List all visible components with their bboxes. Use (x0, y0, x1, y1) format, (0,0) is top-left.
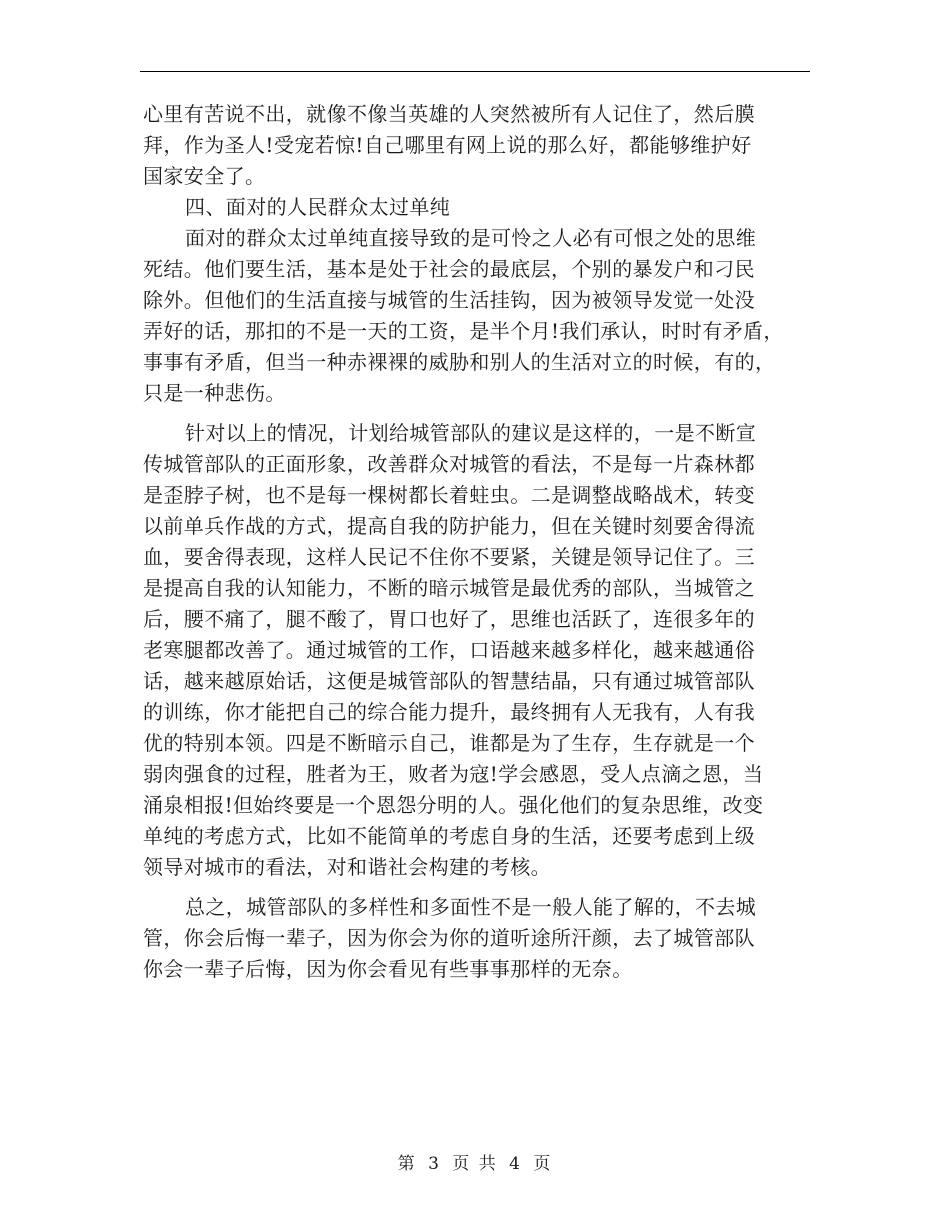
body-text (143, 99, 808, 985)
text-line: 老寒腿都改善了。通过城管的工作，口语越来越多样化，越来越通俗 (143, 638, 755, 662)
text-line: 事事有矛盾，但当一种赤裸裸的威胁和别人的生活对立的时候，有的， (143, 350, 776, 374)
text-line: 管，你会后悔一辈子，因为你会为你的道听途所汗颜，去了城管部队 (143, 926, 755, 950)
text-line: 死结。他们要生活，基本是处于社会的最底层，个别的暴发户和刁民 (143, 257, 755, 281)
text-line: 优的特别本领。四是不断暗示自己，谁都是为了生存，生存就是一个 (143, 731, 755, 755)
text-line: 的训练，你才能把自己的综合能力提升，最终拥有人无我有，人有我 (143, 700, 755, 724)
section-heading: 四、面对的人民群众太过单纯 (185, 195, 451, 219)
text-line: 只是一种悲伤。 (143, 381, 286, 405)
text-line: 心里有苦说不出，就像不像当英雄的人突然被所有人记住了，然后膜 (143, 102, 755, 126)
text-line: 弄好的话，那扣的不是一天的工资，是半个月!我们承认，时时有矛盾， (143, 319, 784, 343)
text-line: 传城管部队的正面形象，改善群众对城管的看法，不是每一片森林都 (143, 452, 755, 476)
paragraph-gap (143, 409, 808, 418)
text-line: 弱肉强食的过程，胜者为王，败者为寇!学会感恩，受人点滴之恩，当 (143, 762, 764, 786)
page-footer (0, 1152, 950, 1176)
paragraph-gap (143, 883, 808, 892)
text-line: 是歪脖子树，也不是每一棵树都长着蛀虫。二是调整战略战术，转变 (143, 483, 755, 507)
text-line: 涌泉相报!但始终要是一个恩怨分明的人。强化他们的复杂思维，改变 (143, 793, 764, 817)
text-line: 话，越来越原始话，这便是城管部队的智慧结晶，只有通过城管部队 (143, 669, 755, 693)
text-line: 面对的群众太过单纯直接导致的是可怜之人必有可恨之处的思维 (185, 226, 757, 250)
text-line: 领导对城市的看法，对和谐社会构建的考核。 (143, 855, 551, 879)
current-page-number: 3 (428, 1154, 441, 1174)
text-line: 单纯的考虑方式，比如不能简单的考虑自身的生活，还要考虑到上级 (143, 824, 755, 848)
text-line: 针对以上的情况，计划给城管部队的建议是这样的，一是不断宣 (185, 421, 757, 445)
text-line: 你会一辈子后悔，因为你会看见有些事事那样的无奈。 (143, 957, 633, 981)
text-line: 后，腰不痛了，腿不酸了，胃口也好了，思维也活跃了，连很多年的 (143, 607, 755, 631)
text-line: 血，要舍得表现，这样人民记不住你不要紧，关键是领导记住了。三 (143, 545, 755, 569)
footer-suffix: 页 (533, 1154, 553, 1174)
text-line: 总之，城管部队的多样性和多面性不是一般人能了解的，不去城 (185, 895, 757, 919)
footer-middle: 页 共 (452, 1154, 498, 1174)
header-rule (140, 71, 810, 72)
total-pages-number: 4 (509, 1154, 522, 1174)
text-line: 拜，作为圣人!受宠若惊!自己哪里有网上说的那么好，都能够维护好 (143, 133, 752, 157)
text-line: 是提高自我的认知能力，不断的暗示城管是最优秀的部队，当城管之 (143, 576, 755, 600)
text-line: 国家安全了。 (143, 164, 266, 188)
footer-prefix: 第 (397, 1154, 417, 1174)
text-line: 以前单兵作战的方式，提高自我的防护能力，但在关键时刻要舍得流 (143, 514, 755, 538)
text-line: 除外。但他们的生活直接与城管的生活挂钩，因为被领导发觉一处没 (143, 288, 755, 312)
